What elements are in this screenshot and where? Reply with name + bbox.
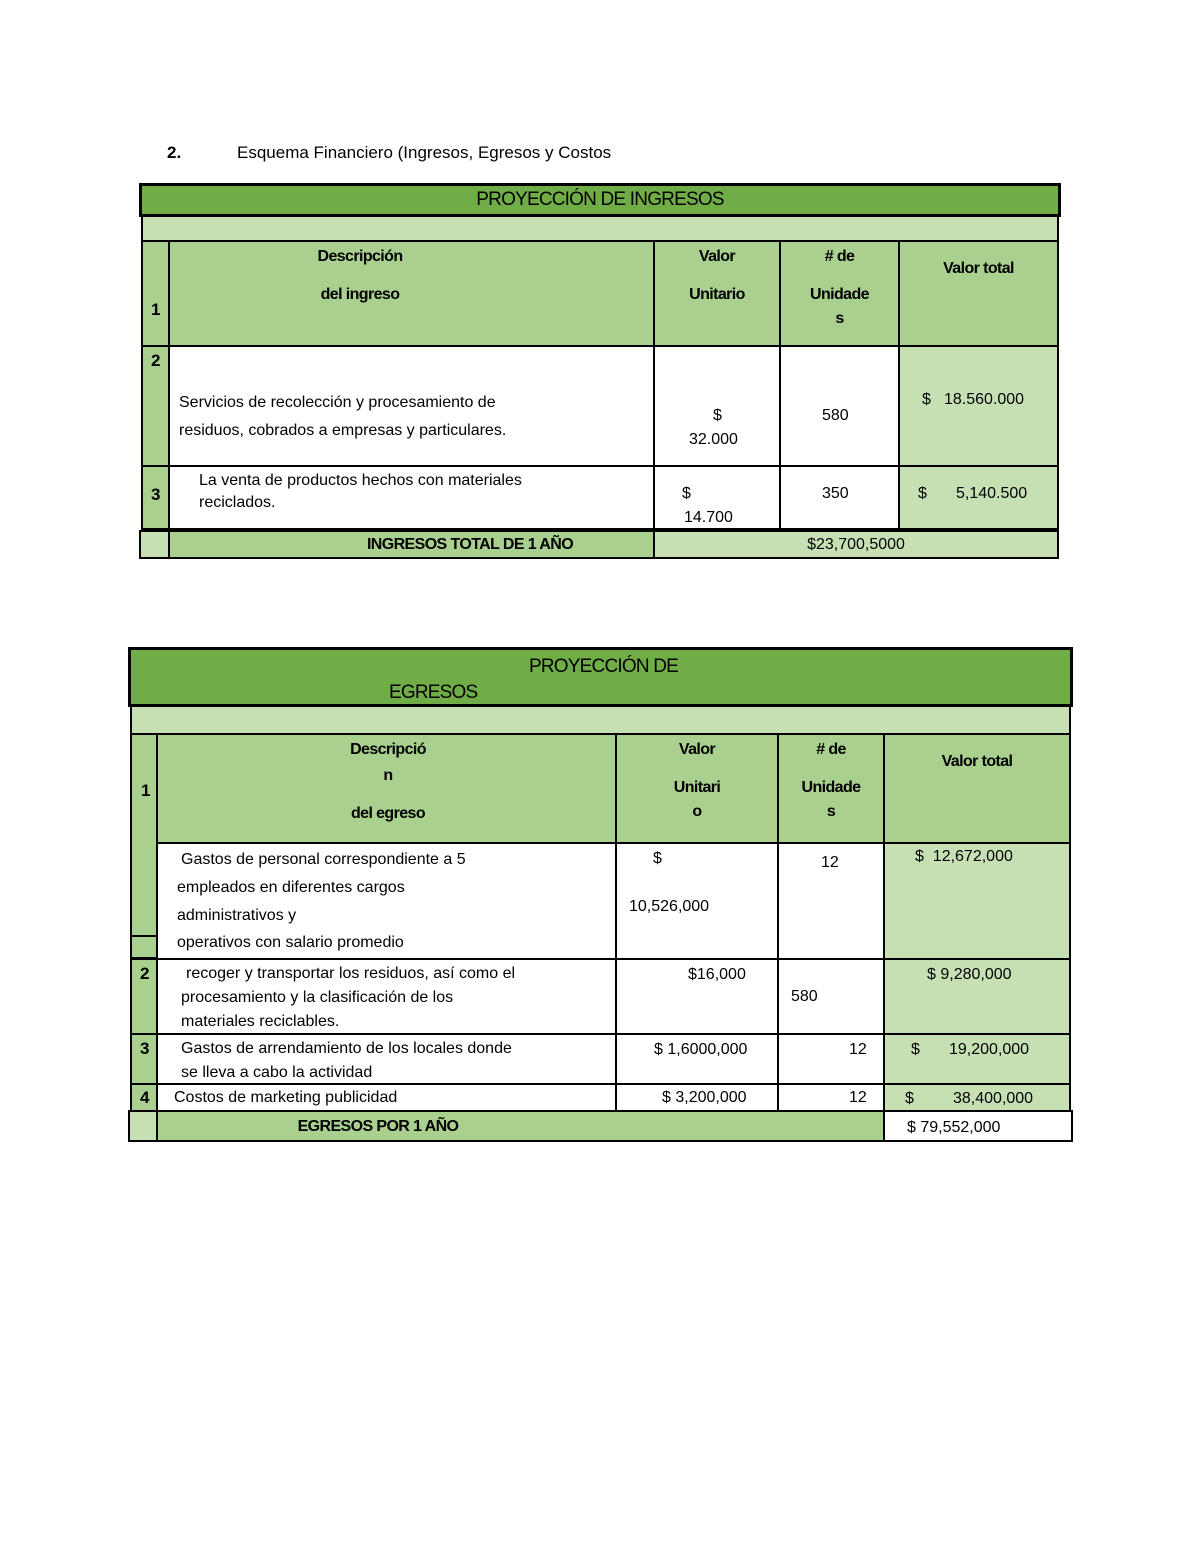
row-desc-line2: reciclados.	[199, 494, 276, 511]
ingresos-row3-desc	[168, 465, 655, 530]
total-value: 19,200,000	[949, 1041, 1030, 1058]
egresos-row4-qty	[777, 1083, 885, 1112]
egresos-row3-total	[883, 1033, 1071, 1085]
total-value: $ 12,672,000	[915, 848, 1013, 865]
egresos-row4-unit	[615, 1083, 779, 1112]
row-desc-line1: Gastos de arrendamiento de los locales donde	[181, 1040, 512, 1057]
egresos-total-value: $ 79,552,000	[907, 1119, 1001, 1136]
unit-symbol: $	[713, 407, 722, 424]
unit-value: 10,526,000	[629, 898, 710, 915]
ingresos-row3-qty	[779, 465, 900, 530]
egresos-row2-num-cell	[130, 958, 158, 1035]
egresos-spacer-row	[130, 707, 1071, 733]
row-desc-line3: administrativos y	[177, 907, 297, 924]
header-qty-line2: Unidade	[810, 286, 869, 303]
unit-value: 32.000	[689, 431, 738, 448]
total-symbol: $	[905, 1090, 914, 1107]
row-desc-line1: Gastos de personal correspondiente a 5	[181, 851, 466, 868]
egresos-total-label-cell	[156, 1110, 885, 1142]
egresos-row3-num-cell	[130, 1033, 158, 1085]
total-value: 38,400,000	[953, 1090, 1034, 1107]
ingresos-title-bar	[139, 183, 1061, 217]
qty-value: 350	[822, 485, 849, 502]
ingresos-row2-desc	[168, 345, 655, 467]
row-desc-line2: se lleva a cabo la actividad	[181, 1064, 373, 1081]
total-value: $ 9,280,000	[927, 966, 1012, 983]
ingresos-title: PROYECCIÓN DE INGRESOS	[476, 189, 724, 210]
header-desc-line2: del ingreso	[320, 286, 400, 303]
total-symbol: $	[911, 1041, 920, 1058]
qty-value: 12	[849, 1041, 867, 1058]
egresos-row1-total	[883, 842, 1071, 960]
egresos-title-line1: PROYECCIÓN DE	[529, 656, 679, 677]
total-symbol: $	[918, 485, 927, 502]
egresos-row2-desc	[156, 958, 617, 1035]
row-desc-line1: Servicios de recolección y procesamiento de	[179, 394, 496, 411]
ingresos-row2-qty	[779, 345, 900, 467]
qty-value: 12	[849, 1089, 867, 1106]
egresos-row2-unit	[615, 958, 779, 1035]
egresos-row3-desc	[156, 1033, 617, 1085]
qty-value: 580	[791, 988, 818, 1005]
row-number: 1	[141, 781, 151, 800]
header-desc-line2: n	[383, 767, 393, 784]
header-unit-line1: Valor	[678, 741, 716, 758]
row-number: 2	[140, 964, 150, 983]
row-desc-line2: empleados en diferentes cargos	[177, 879, 405, 896]
header-qty-line1: # de	[824, 248, 855, 265]
total-value: 5,140.500	[956, 485, 1028, 502]
row-desc-line2: procesamiento y la clasificación de los	[181, 989, 454, 1006]
egresos-row4-desc	[156, 1083, 617, 1112]
egresos-row3-unit	[615, 1033, 779, 1085]
qty-value: 580	[822, 407, 849, 424]
total-symbol: $	[922, 391, 931, 408]
egresos-row4-num-cell	[130, 1083, 158, 1112]
egresos-title-bar	[128, 647, 1073, 707]
section-title: Esquema Financiero (Ingresos, Egresos y Costos	[237, 143, 612, 162]
row-number: 1	[151, 300, 161, 319]
ingresos-total-value-cell	[653, 530, 1059, 559]
row-number: 3	[151, 485, 161, 504]
row-desc-line1: La venta de productos hechos con materiales	[199, 472, 522, 489]
row-desc-line3: materiales reciclables.	[181, 1013, 340, 1030]
qty-value: 12	[821, 854, 839, 871]
row-number: 4	[140, 1088, 150, 1107]
ingresos-total-label: INGRESOS TOTAL DE 1 AÑO	[366, 536, 574, 553]
unit-symbol: $	[682, 485, 691, 502]
ingresos-header-num-cell	[141, 240, 170, 347]
egresos-row2-qty	[777, 958, 885, 1035]
egresos-row1-qty	[777, 842, 885, 960]
ingresos-row3-num-cell	[141, 465, 170, 530]
unit-value: $ 1,6000,000	[654, 1041, 748, 1058]
row-number: 2	[151, 351, 161, 370]
header-unit-line2: Unitari	[673, 779, 721, 796]
egresos-row4-total	[883, 1083, 1071, 1112]
egresos-header-qty	[777, 733, 885, 844]
ingresos-spacer-row	[141, 217, 1059, 241]
header-unit-line3: o	[692, 803, 702, 820]
row-desc-line1: recoger y transportar los residuos, así como el	[186, 965, 516, 982]
egresos-header-unit	[615, 733, 779, 844]
unit-value: 14.700	[684, 509, 733, 526]
total-value: 18.560.000	[944, 391, 1025, 408]
header-unit-line2: Unitario	[689, 286, 745, 303]
ingresos-row2-num-cell	[141, 345, 170, 467]
ingresos-header-desc	[168, 240, 655, 347]
header-desc-line1: Descripció	[350, 741, 426, 758]
header-qty-line2: Unidade	[801, 779, 861, 796]
header-qty-line3: s	[826, 803, 836, 820]
row-desc: Costos de marketing publicidad	[174, 1089, 398, 1106]
header-desc-line3: del egreso	[350, 805, 426, 822]
header-unit-line1: Valor	[698, 248, 736, 265]
ingresos-header-total	[898, 240, 1059, 347]
egresos-total-num-cell	[128, 1110, 158, 1142]
header-desc-line1: Descripción	[317, 248, 403, 265]
egresos-header-desc	[156, 733, 617, 844]
ingresos-header-unit	[653, 240, 781, 347]
section-number: 2.	[167, 143, 182, 162]
egresos-total-label: EGRESOS POR 1 AÑO	[297, 1118, 459, 1135]
unit-value: $16,000	[688, 966, 746, 983]
egresos-row3-qty	[777, 1033, 885, 1085]
header-total: Valor total	[941, 753, 1013, 770]
ingresos-header-qty	[779, 240, 900, 347]
egresos-total-value-cell	[883, 1110, 1073, 1142]
egresos-row1-unit	[615, 842, 779, 960]
header-qty-line3: s	[835, 310, 844, 327]
divider	[130, 935, 158, 937]
header-qty-line1: # de	[816, 741, 846, 758]
egresos-header-total	[883, 733, 1071, 844]
ingresos-row3-total	[898, 465, 1059, 530]
ingresos-total-value: $23,700,5000	[807, 536, 905, 553]
egresos-row1-desc	[156, 842, 617, 960]
ingresos-row2-unit	[653, 345, 781, 467]
ingresos-row2-total	[898, 345, 1059, 467]
row-desc-line2: residuos, cobrados a empresas y particulares.	[179, 422, 507, 439]
row-number: 3	[140, 1039, 150, 1058]
unit-symbol: $	[653, 850, 662, 867]
ingresos-total-label-cell	[168, 530, 655, 559]
egresos-title-line2: EGRESOS	[389, 682, 478, 703]
egresos-row2-total	[883, 958, 1071, 1035]
ingresos-total-num-cell	[139, 530, 170, 559]
row-desc-line4: operativos con salario promedio	[177, 934, 404, 951]
egresos-header-num-cell	[130, 733, 158, 959]
header-total: Valor total	[943, 260, 1014, 277]
ingresos-row3-unit	[653, 465, 781, 530]
unit-value: $ 3,200,000	[662, 1089, 747, 1106]
